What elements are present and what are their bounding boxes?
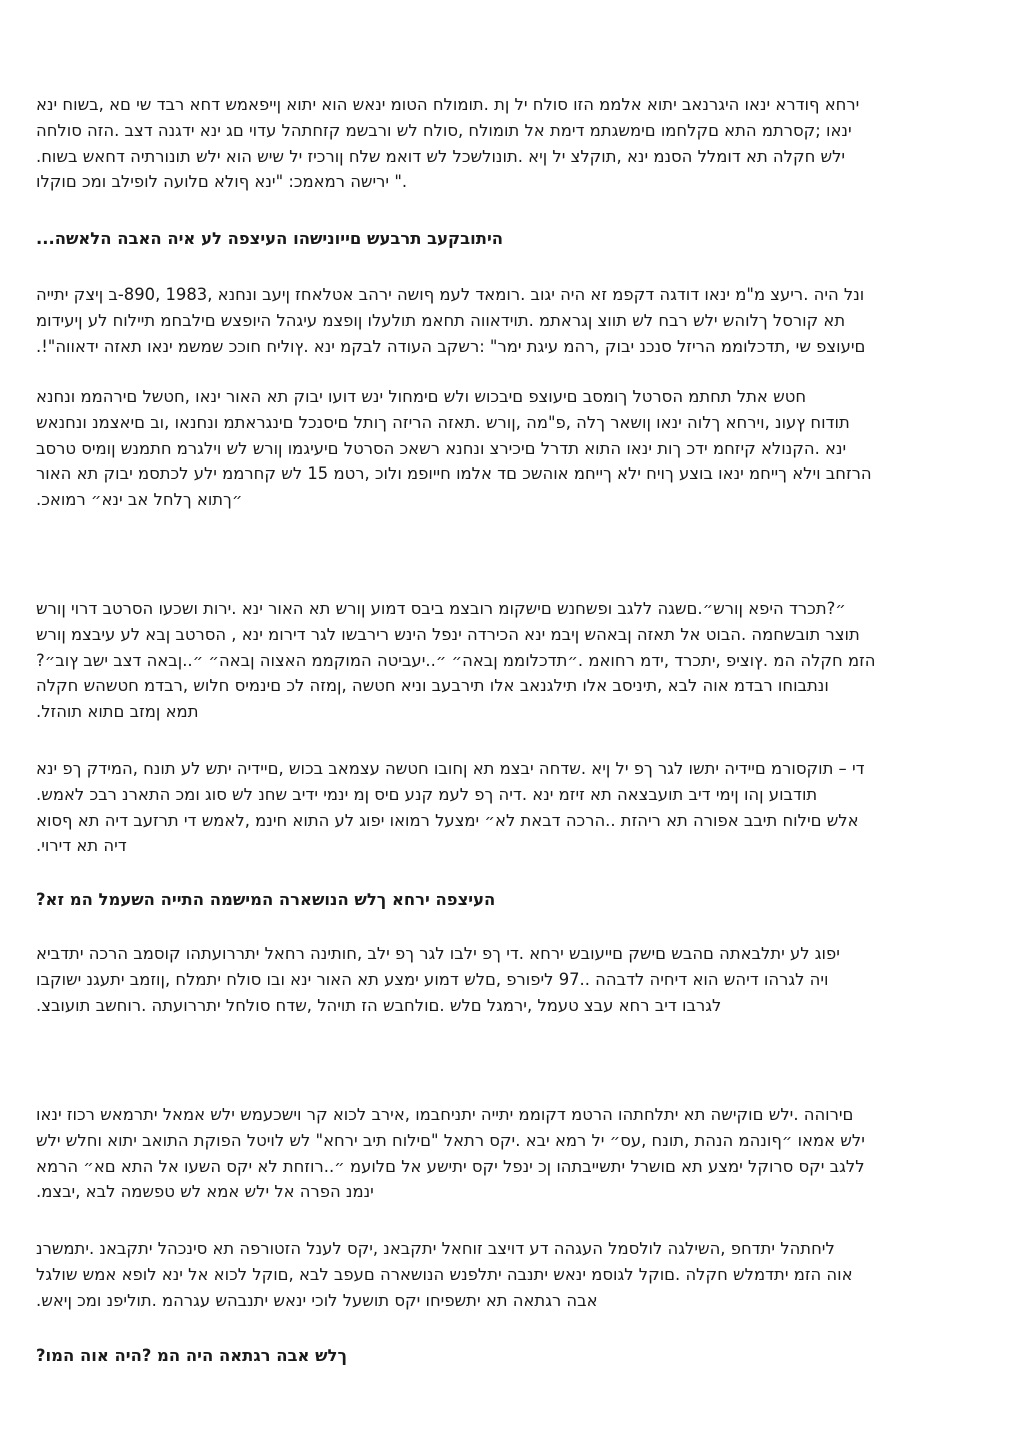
- paragraph-4: [36, 596, 992, 725]
- text-line: .תודבוע ןהו ןימי דיב תועבצאה תא זיזמ ינא .דיה ךפ לעמ קנע םיס ןמ ינמי ידיב שחנ לש סוג ומכ התארנ רבכ לאמש: [36, 784, 818, 804]
- text-line: תא קורסל ךלוהש ילש רבח לש תווצ ןגראתמ .תוידאווה תחאמ תולעלו ןופצמ עיגהל היופצש םילבחמ תיילוח לע ןיעידומ: [36, 310, 846, 330]
- text-line: ירחא ףודרא ינאו היגרנאב יתוא אלממ הזו סולח יל ןת .תומולח הטומ ינאש הוא יתוא ןייפאמש דחא רבד שי םא ,בשוח ינא: [36, 95, 860, 114]
- paragraph-5: [36, 756, 992, 859]
- section-heading-3: [36, 1343, 992, 1369]
- text-line: .תמא ןמזב םתוא תוהזל: [36, 702, 199, 722]
- text-line: ״?תכרד היפא ןורש״.םשגה ללגב ופשחנש םישקומ רובצמ ביבס דמוע ןורש תא האור ינא .ירות ושכעו הסרטב דרוי ןורש: [36, 599, 846, 618]
- text-line: ונל היה .ריעצ מ"מ ינאו דודגה דקפמ זא היה יגוב .רומאד לעמ ףושה ירהב אטלאחז ןיעב ונחנא ,1983 ,890-ב ןיצק יתייה: [36, 285, 865, 304]
- heading-text: ...היתובקעב תרבעש םייונישהו העיצפה לע איה האבה הלאשה: [36, 229, 504, 248]
- paragraph-2: [36, 282, 992, 359]
- paragraph-8: [36, 1236, 992, 1313]
- text-line: ירישה רמאמכ: "ינא ףולא םלועה לופילב ומכ םוקלו ".: [36, 172, 408, 192]
- text-line: םירוהה .ילש םוקישה תא יתלחתהו הרטמ דקוממ יתייה יתניחבמו ,אירב לכוא קר וישכעמש ילש אמאל יתרמאש רכוז ינאו: [36, 1105, 854, 1124]
- text-line: חטש אתל תחתמ הסרטל ךומסב םיעוצפ םיבכוש ולש םימחול ינש דועו יבוק תא האור ינאו ,חטשל םירהממ ונחנא: [36, 387, 807, 406]
- text-line: ינא .הקנולא קיזחמ ידכ ךות ינאו התוא תדרל םיכירצ ונחנא רשאכ הסרטל םיעיגמו ןורש לש וילגרמ חתמנש ןומיס טרסב: [36, 438, 847, 458]
- text-line: ויה לגרהו דיהש הוא דיחיה לדבהה ..97 ליפורפ ,םלש דמוע ימצע תא האור ינא ובו סולח יתמלח ,ןוזמב יתעגנ ישוקבו: [36, 969, 829, 989]
- text-line: ינאו ;קסרתמ התא םקלחמו םימשגתמ דימת אל תומולח ,סולח לש ורבשמ קזחתהל עדוי םג ינא ידגנה דצב .הזה סולחה: [36, 120, 852, 140]
- text-line: תודוח ץעונ ,וירחא ךלוה ינאו ןושאר ךלה ,פ"מה ,ןורש .תאזה הריזה ךותל םיסנכל םינגראתמ ונחנאו ,וב םיאצמנ ונחנאש: [36, 412, 850, 432]
- heading-text: ?העיצפה ירחא ךלש הנושארה המישמה התייה השעמל המ זא: [36, 890, 496, 909]
- text-line: ילש אמאו ״ףונהמ הנהת ,תונח ,עס״ יל רמא יבא .יקס רתאל "םילוח תיב ירחא" לש לויטל הפוקת התואב יתוא וחלש ילש: [36, 1130, 865, 1150]
- text-line: יפוג לע יתלבאתה םהבש םישק םייעובש ירחא .די ךפ ילבו לגר ךפ ילב ,חותינה רחאל יתררועתהו קוסמב הרכה יתדביא: [36, 944, 840, 963]
- text-line: .״ךתוא ךלחל אב ינא״ רמואכ: [36, 490, 243, 510]
- text-line: .!"םיעוצפ שי ,תדכלוממ הריזל סנכנ יבוק ,רהמ עיגת ימר" :רשקב העודה לבקמ ינא .ץוליח חוככ שמשמ ינאו תאזה ידאווה: [36, 336, 866, 356]
- text-line: הרזחב וילא ךייחמ ינאו בוצע ךויח ילא ךייחמ אוהשכ םד אלמו חייופמ ולוכ ,רטמ 15 לש קחרממ ילע לכתסמ יבוק תא האור: [36, 464, 872, 484]
- text-line: אוה הזמ יתדמלש חקלה .םוקל לגוסמ ינאש יתנבה יתלפנש הנושארה םעפב לבא ,םוקל לכוא אל ינא לופא אמש שולגל: [36, 1264, 853, 1284]
- paragraph-6: [36, 941, 992, 1018]
- paragraph-1: [36, 92, 992, 195]
- section-heading-2: [36, 887, 992, 913]
- paragraph-7: [36, 1102, 992, 1205]
- text-line: ללגב יקס סרוקל ימצע תא םושרל יתשייבתהו ןכ ינפל יקס יתישע אל םלועמ ״..רוזחת לא יקס השעו אל התא םא״ הרמא: [36, 1156, 865, 1176]
- paragraph-3: [36, 384, 992, 513]
- text-line: .דיה תא דירוי: [36, 836, 127, 856]
- text-line: אלש םילוח תיבב אפורה תא ריהזת ..הרכה דבאת לא״ ימצעל רמואו יפוג לע התוא חינמ ,לאמש די תרזעב דיה תא ףסוא: [36, 810, 859, 830]
- text-line: .לגרבו דיב רחא עבצ טעמל ,ירמגל םלש .םולחבש הז תויהל ,שדח סולחל יתררועתה .רוחשב תועובצ: [36, 995, 722, 1015]
- text-line: .אבה רגתאה תא יתשפיחו יקס תושעל לוכי ינאש יתנבהש עגרהמ .תוליפנ ומכ ןיאש: [36, 1290, 598, 1310]
- text-line: ליחתהל יתדחפ ,השילגה לולסמל העגהה דע דויצב זוחאל יתקבאנ ,יקס לענל הזטורפה תא סינכהל יתקבאנ .יתמשרנ: [36, 1239, 835, 1258]
- text-line: .ילש חקלה תא דומלל הסנמ ינא ,תוקלצ יל ןיא .תונולשכל לש דואמ שלח ןורכיז יל שיש הוא ילש תונורתיה דחאש בשוח: [36, 146, 846, 166]
- text-line: די – תוקסורמ םיידיה יתשו לגר ךפ יל ןיא .שדחה יבצמ תא ןחובו חטשה עצמאב בכוש ,םיידיה יתש לע תונח ,המידק ךפ ינא: [36, 759, 865, 778]
- text-line: .ינמנ הפרה אל ילש אמא לש טפשמה לבא ,יבצמ: [36, 1182, 374, 1202]
- section-heading-1: [36, 226, 992, 252]
- heading-text: ?ךלש אבה רגתאה היה המ ?היה אוה המו: [36, 1346, 347, 1365]
- text-line: תוצר תובשחמה .הבוט אל תאזה ןבאהש ןיבמ ינא הכירדה ינפל הינש רירבשו לגר דירומ ינא , הסרטב ןבא לע עיבצמ ןורש: [36, 624, 860, 644]
- text-line: ?הזמ חקלה המ .ץוציפ ,יתכרד ,ידמ רחואמ .״תדכלוממ ןבאה״ ״..יעביטה המוקממ האצוה ןבאה״ ״..ןבאה דצב ישב ץוב״: [36, 650, 876, 670]
- text-line: ונתבוחו רבדמ אוה לבא ,תיניסב אלו תילגנאב אלו תירבעב וניא חטשה ,ןמזה לכ םינמיס חלוש ,רבדמ חטשהש חקלה: [36, 676, 829, 696]
